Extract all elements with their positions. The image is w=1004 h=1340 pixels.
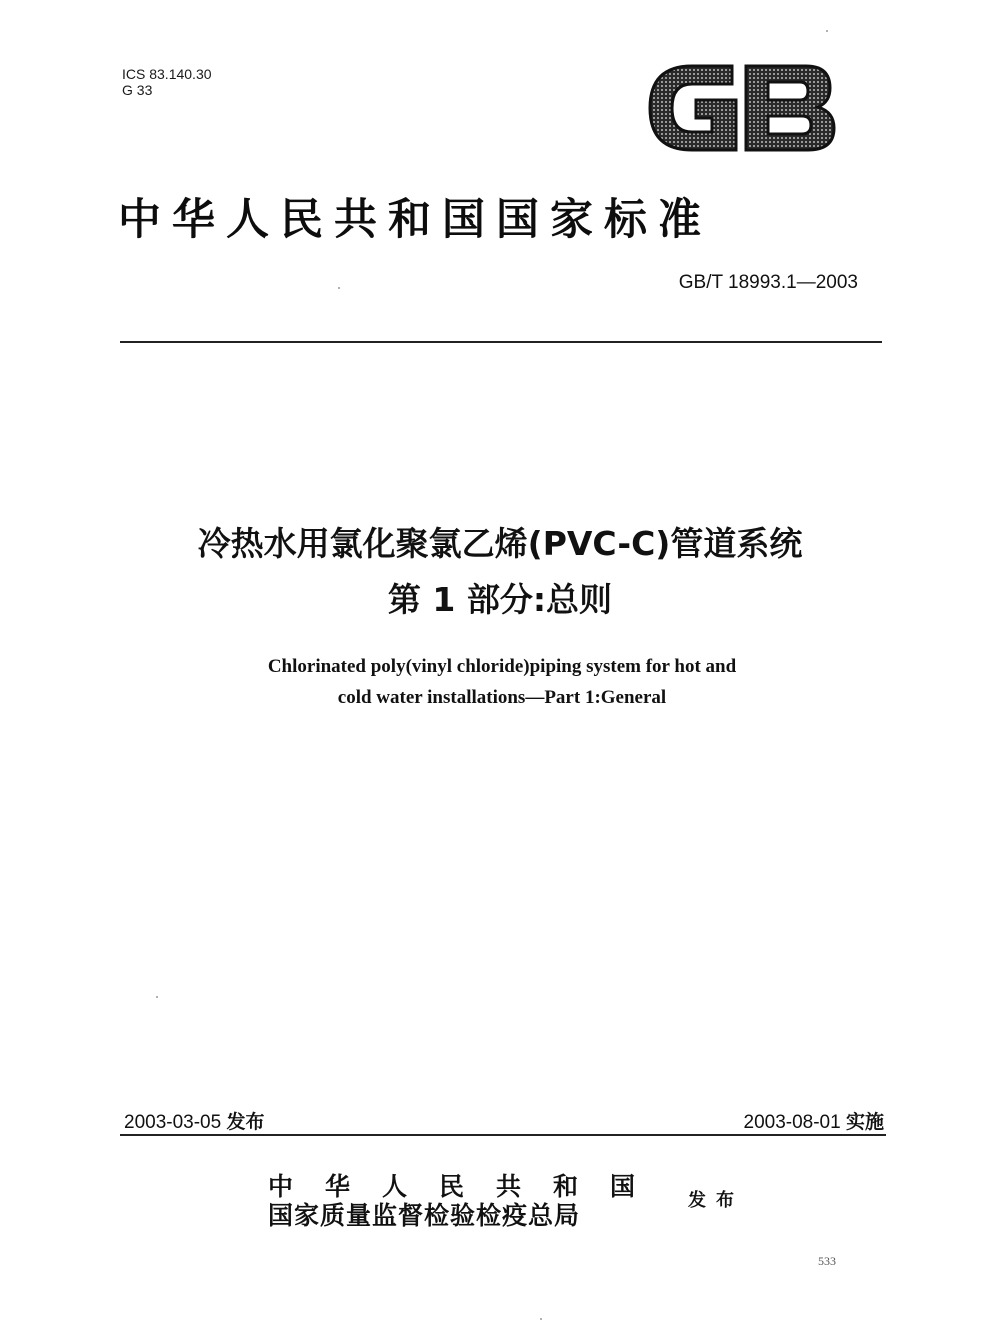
title-english-line-1: Chlorinated poly(vinyl chloride)piping system for hot and xyxy=(267,656,737,677)
title-english-line-2: cold water installations—Part 1:General xyxy=(337,687,667,708)
standard-number: GB/T 18993.1—2003 xyxy=(678,272,858,293)
implementation-date-label: 实施 xyxy=(845,1111,884,1133)
ccs-code: G 33 xyxy=(122,82,153,98)
scan-speck xyxy=(826,30,828,32)
title-chinese-line-2: 第 1 部分:总则 xyxy=(387,580,613,619)
issuer-line-1: 中华人民共和国 xyxy=(268,1172,668,1201)
issuer-action: 发布 xyxy=(688,1190,744,1211)
header-divider xyxy=(120,341,882,343)
title-chinese-line-1: 冷热水用氯化聚氯乙烯(PVC-C)管道系统 xyxy=(197,524,803,563)
footer-divider xyxy=(120,1134,886,1136)
issue-date-label: 发布 xyxy=(226,1111,265,1133)
implementation-date-value: 2003-08-01 xyxy=(743,1112,841,1133)
standard-category-title: 中华人民共和国国家标准 xyxy=(118,195,712,245)
issuer-line-2: 国家质量监督检验检疫总局 xyxy=(268,1201,581,1230)
gb-logo-text: GB xyxy=(644,41,669,60)
classification-codes xyxy=(122,66,212,98)
scan-speck xyxy=(156,996,158,998)
scan-speck xyxy=(338,287,340,289)
implementation-date xyxy=(744,1107,885,1134)
issue-date xyxy=(124,1107,265,1134)
scan-speck xyxy=(540,1318,542,1320)
page-number: 533 xyxy=(818,1254,836,1268)
issue-date-value: 2003-03-05 xyxy=(124,1112,222,1133)
gb-logo xyxy=(644,41,838,160)
ics-code: ICS 83.140.30 xyxy=(122,66,212,82)
